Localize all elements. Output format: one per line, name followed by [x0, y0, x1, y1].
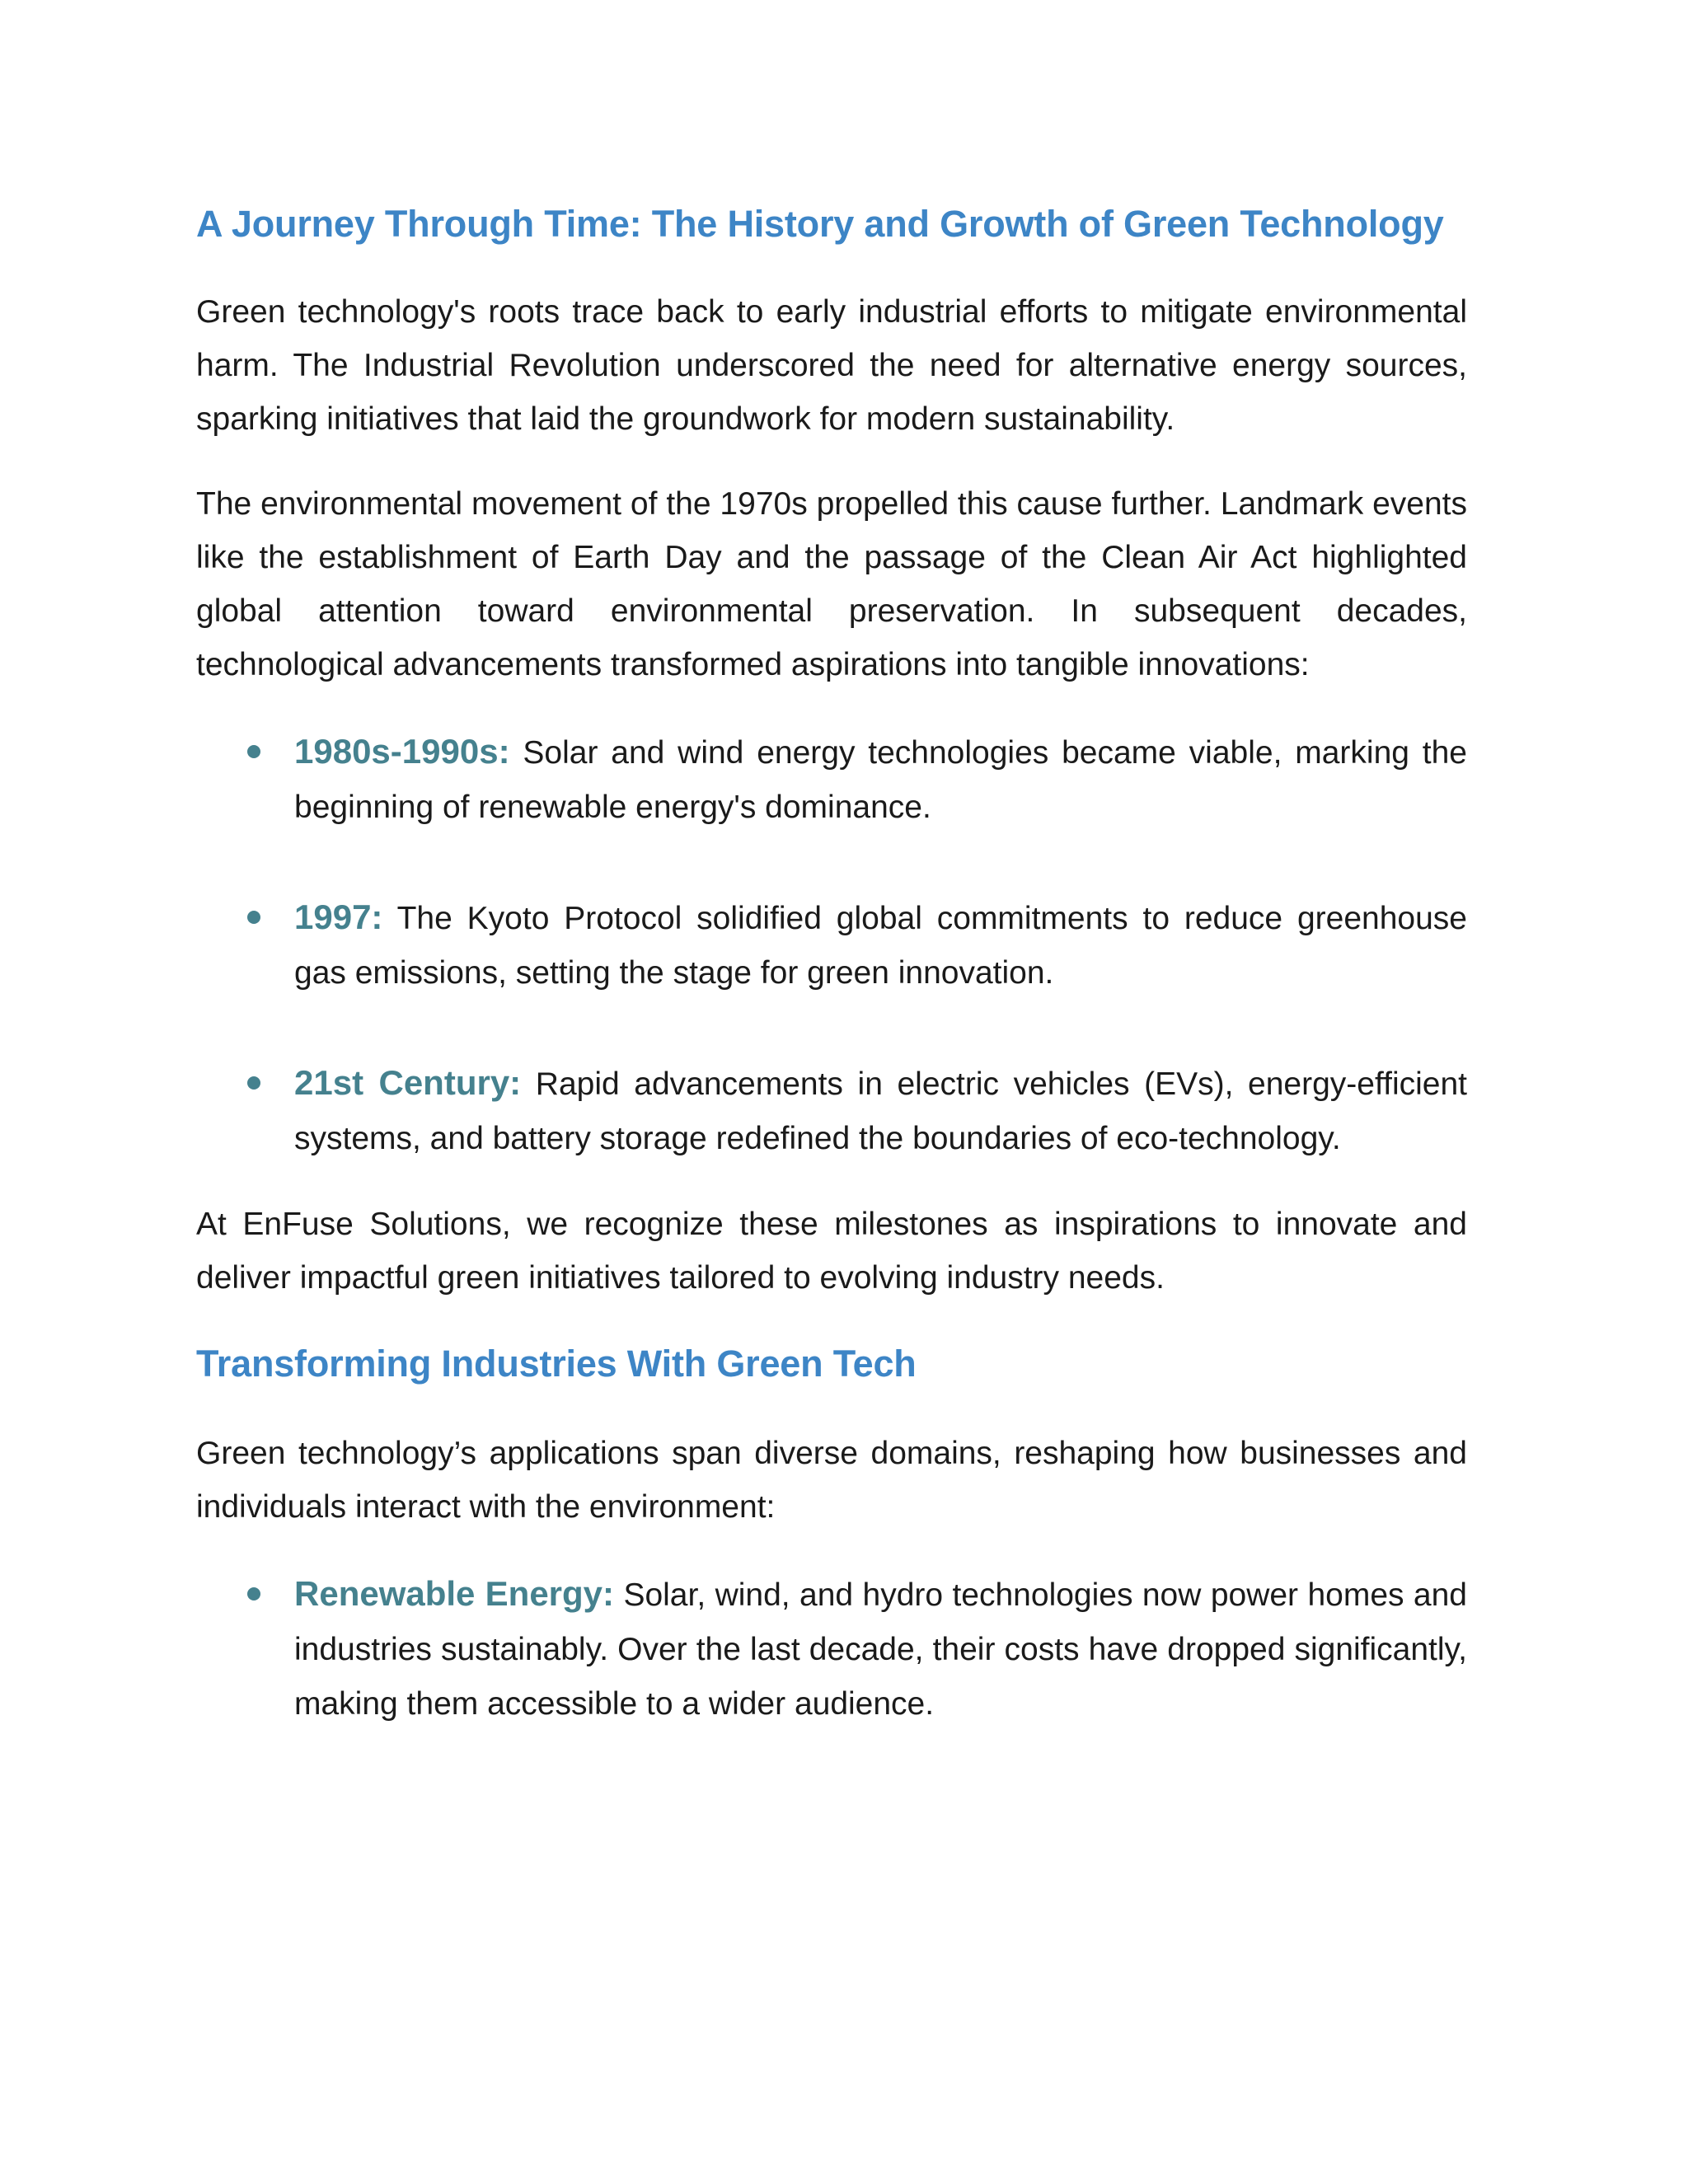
- paragraph-roots: Green technology's roots trace back to early industrial efforts to mitigate environmental harm. The Industrial Revolution underscored the need for alternative energy sources, sparking initiatives that laid the groundwork for modern sustainability.: [196, 294, 1467, 437]
- bullet-icon: [247, 1076, 260, 1090]
- applications-list: [196, 1567, 1467, 1732]
- list-item-text: The Kyoto Protocol solidified global commitments to reduce greenhouse gas emissions, setting the stage for green innovation.: [294, 901, 1467, 991]
- list-item-text: Rapid advancements in electric vehicles (EVs), energy-efficient systems, and battery storage redefined the boundaries of eco-technology.: [294, 1066, 1467, 1156]
- list-item: [196, 724, 1467, 835]
- list-item: [196, 890, 1467, 1001]
- bullet-icon: [247, 1587, 260, 1601]
- list-item-term: 1997:: [294, 898, 383, 936]
- list-item: [196, 1056, 1467, 1166]
- paragraph-enfuse: At EnFuse Solutions, we recognize these milestones as inspirations to innovate and deliver impactful green initiatives tailored to evolving industry needs.: [196, 1207, 1467, 1296]
- section-heading-industries: Transforming Industries With Green Tech: [196, 1343, 917, 1385]
- list-item-term: 21st Century:: [294, 1063, 522, 1102]
- list-item: [196, 1567, 1467, 1732]
- paragraph-environmental-movement: The environmental movement of the 1970s propelled this cause further. Landmark events like the establishment of Earth Day and the passage of the Clean Air Act highlighted global attention toward environmental preservation. In subsequent decades, technological advancements transformed aspirations into tangible innovations:: [196, 486, 1467, 682]
- bullet-icon: [247, 911, 260, 924]
- list-item-text: Solar, wind, and hydro technologies now power homes and industries sustainably. Over the last decade, their costs have dropped significantly, making them accessible to a wider audience.: [294, 1577, 1467, 1722]
- list-item-term: 1980s-1990s:: [294, 732, 510, 771]
- document-page: [196, 198, 1467, 1732]
- list-item-text: Solar and wind energy technologies became viable, marking the beginning of renewable energy's dominance.: [294, 735, 1467, 825]
- bullet-icon: [247, 745, 260, 758]
- paragraph-applications: Green technology’s applications span diverse domains, reshaping how businesses and individuals interact with the environment:: [196, 1436, 1467, 1525]
- list-item-term: Renewable Energy:: [294, 1574, 615, 1613]
- section-heading-history: A Journey Through Time: The History and Growth of Green Technology: [196, 203, 1444, 245]
- milestones-list: [196, 724, 1467, 1166]
